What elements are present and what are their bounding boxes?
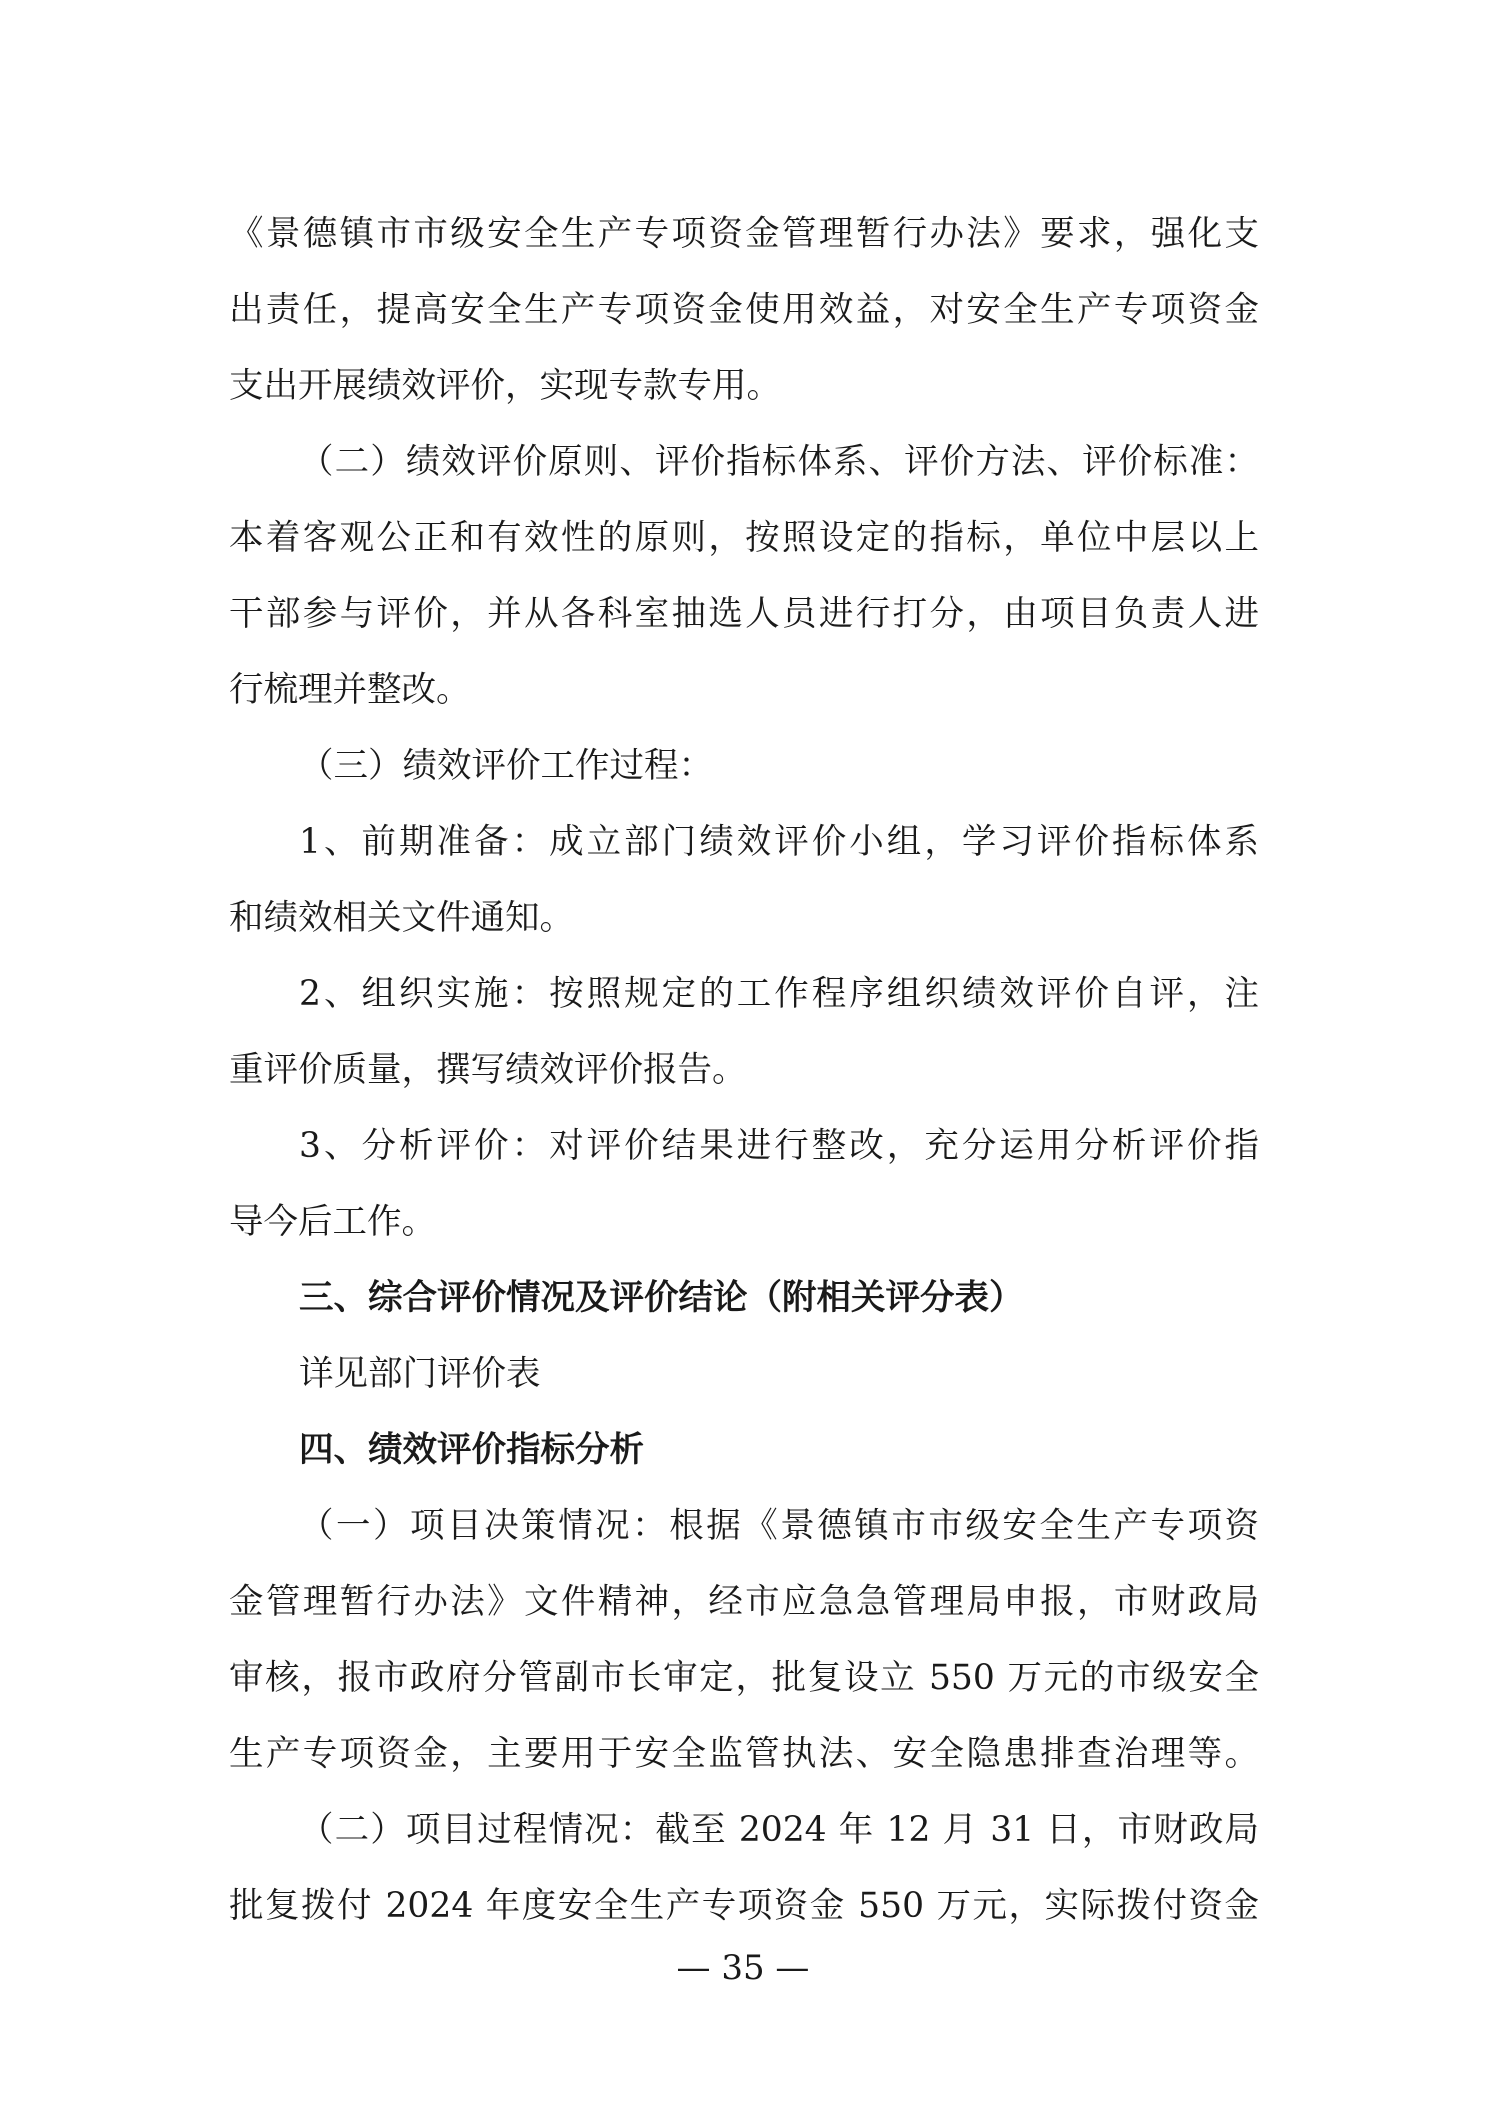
text-line: 重评价质量，撰写绩效评价报告。	[229, 1050, 747, 1090]
body-text	[229, 196, 1259, 1944]
text-line: 行梳理并整改。	[229, 670, 471, 710]
text-line: 和绩效相关文件通知。	[229, 898, 574, 938]
page-number: — 35 —	[676, 1948, 810, 1988]
text-line: 干部参与评价，并从各科室抽选人员进行打分，由项目负责人进	[229, 594, 1259, 634]
text-line: （二）绩效评价原则、评价指标体系、评价方法、评价标准：	[299, 442, 1259, 482]
text-line: 批复拨付 2024 年度安全生产专项资金 550 万元，实际拨付资金	[229, 1886, 1259, 1926]
text-line: 3、分析评价：对评价结果进行整改，充分运用分析评价指	[299, 1126, 1259, 1166]
text-line: 1、前期准备：成立部门绩效评价小组，学习评价指标体系	[299, 822, 1259, 862]
section-heading: 三、综合评价情况及评价结论（附相关评分表）	[299, 1278, 1024, 1318]
text-line: 《景德镇市市级安全生产专项资金管理暂行办法》要求，强化支	[229, 214, 1259, 254]
text-line: （一）项目决策情况：根据《景德镇市市级安全生产专项资	[299, 1506, 1259, 1546]
text-line: 出责任，提高安全生产专项资金使用效益，对安全生产专项资金	[229, 290, 1259, 330]
section-heading: 四、绩效评价指标分析	[299, 1430, 644, 1470]
text-line: 支出开展绩效评价，实现专款专用。	[229, 366, 781, 406]
text-line: 导今后工作。	[229, 1202, 436, 1242]
text-line: 生产专项资金，主要用于安全监管执法、安全隐患排查治理等。	[229, 1734, 1259, 1774]
text-line: （三）绩效评价工作过程：	[299, 746, 713, 786]
text-line: 本着客观公正和有效性的原则，按照设定的指标，单位中层以上	[229, 518, 1259, 558]
text-line: 金管理暂行办法》文件精神，经市应急急管理局申报，市财政局	[229, 1582, 1259, 1622]
text-line: 2、组织实施：按照规定的工作程序组织绩效评价自评，注	[299, 974, 1259, 1014]
text-line: （二）项目过程情况：截至 2024 年 12 月 31 日，市财政局	[299, 1810, 1259, 1850]
text-line: 详见部门评价表	[299, 1354, 541, 1394]
text-line: 审核，报市政府分管副市长审定，批复设立 550 万元的市级安全	[229, 1658, 1259, 1698]
